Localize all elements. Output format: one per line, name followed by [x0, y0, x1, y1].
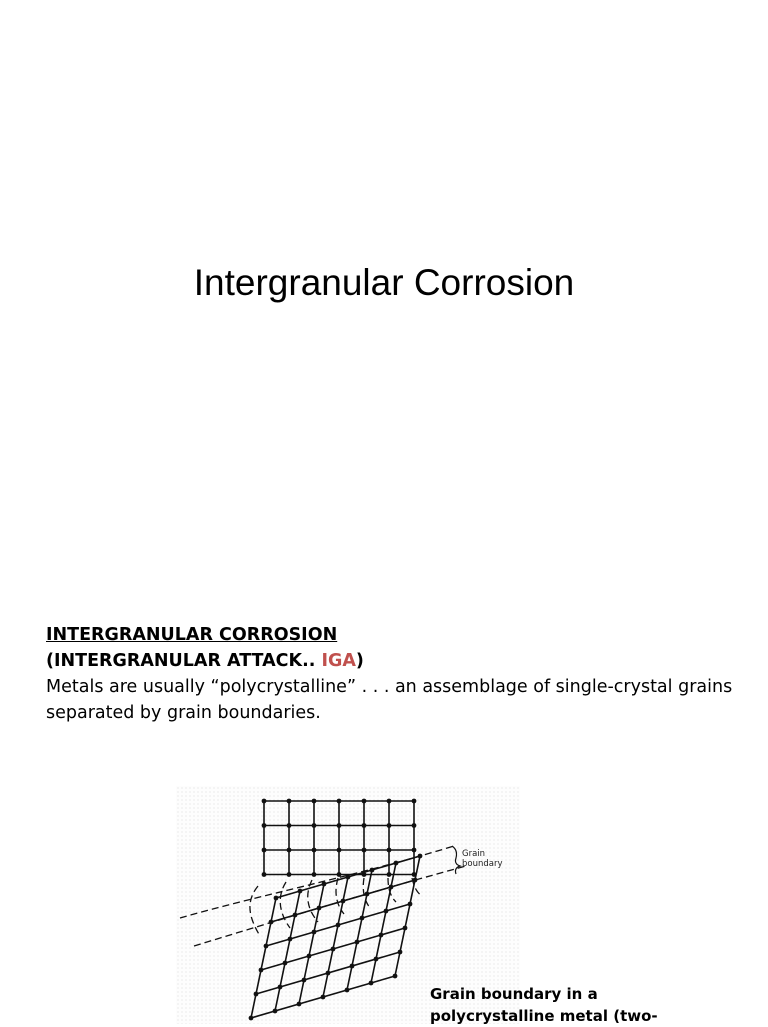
body-paragraph: Metals are usually “polycrystalline” . . . an assemblage of single-crystal grains separated by grain boundaries.: [46, 677, 733, 723]
lower-grain-atom: [278, 985, 283, 990]
boundary-lines: [180, 846, 466, 946]
lower-grain-atom: [259, 968, 264, 973]
lower-grain-column-line: [299, 884, 324, 1004]
upper-grain-atom: [337, 799, 342, 804]
lower-grain-atom: [288, 937, 293, 942]
upper-grain-atom: [312, 823, 317, 828]
upper-grain-atom: [412, 848, 417, 853]
section-subheading: [46, 648, 746, 674]
lower-grain-column-line: [371, 863, 396, 983]
lower-grain-column-line: [251, 898, 276, 1018]
upper-grain-atom: [287, 872, 292, 877]
lower-grain-atom: [355, 940, 360, 945]
lower-grain-atom: [312, 930, 317, 935]
figure-caption: Grain boundary in a polycrystalline metal (two-: [430, 985, 658, 1025]
lower-grain-atom: [326, 971, 331, 976]
iga-highlight: IGA: [321, 651, 356, 671]
lower-grain-atom: [302, 978, 307, 983]
upper-grain-atom: [262, 823, 267, 828]
upper-grain-lattice: [262, 799, 417, 877]
upper-grain-atom: [387, 799, 392, 804]
boundary-dashed-lower: [194, 866, 466, 946]
boundary-curve-4: [336, 878, 344, 914]
upper-grain-atom: [387, 872, 392, 877]
boundary-curve-2: [280, 882, 290, 928]
lower-grain-atom: [360, 916, 365, 921]
upper-grain-atom: [362, 848, 367, 853]
upper-grain-atom: [412, 823, 417, 828]
lower-grain-atom: [403, 926, 408, 931]
upper-grain-atom: [362, 823, 367, 828]
lower-grain-atom: [384, 909, 389, 914]
upper-grain-atom: [312, 872, 317, 877]
upper-grain-atom: [337, 848, 342, 853]
lower-grain-atom: [369, 981, 374, 986]
lower-grain-atom: [322, 882, 327, 887]
upper-grain-atom: [312, 799, 317, 804]
lower-grain-atom: [274, 896, 279, 901]
upper-grain-atom: [287, 848, 292, 853]
lower-grain-atom: [297, 1002, 302, 1007]
upper-grain-atom: [387, 823, 392, 828]
upper-grain-atom: [362, 799, 367, 804]
lower-grain-column-line: [275, 891, 300, 1011]
lower-grain-atom: [374, 957, 379, 962]
content-block: [46, 622, 746, 726]
upper-grain-atom: [387, 848, 392, 853]
upper-grain-atom: [262, 799, 267, 804]
upper-grain-atom: [262, 848, 267, 853]
lower-grain-atom: [273, 1009, 278, 1014]
upper-grain-atom: [287, 799, 292, 804]
lower-grain-atom: [283, 961, 288, 966]
lower-grain-atom: [264, 944, 269, 949]
lower-grain-atom: [350, 964, 355, 969]
upper-grain-atom: [412, 799, 417, 804]
upper-grain-atom: [262, 872, 267, 877]
lower-grain-atom: [408, 902, 413, 907]
slide-title: Intergranular Corrosion: [193, 262, 575, 303]
lower-grain-column-line: [347, 870, 372, 990]
lower-grain-atom: [298, 889, 303, 894]
grain-label-line1: Grain: [462, 849, 486, 859]
lower-grain-atom: [254, 992, 259, 997]
lower-grain-atom: [393, 974, 398, 979]
subheading-prefix: (INTERGRANULAR ATTACK..: [46, 651, 322, 671]
lower-grain-atom: [336, 923, 341, 928]
upper-grain-atom: [287, 823, 292, 828]
lower-grain-atom: [321, 995, 326, 1000]
lower-grain-atom: [331, 947, 336, 952]
lower-grain-atom: [379, 933, 384, 938]
upper-grain-atom: [312, 848, 317, 853]
section-heading: INTERGRANULAR CORROSION: [46, 625, 338, 645]
lower-grain-atom: [398, 950, 403, 955]
grain-label-line2: boundary: [462, 859, 503, 869]
lower-grain-atom: [345, 988, 350, 993]
lower-grain-atom: [307, 954, 312, 959]
subheading-suffix: ): [355, 651, 364, 671]
lower-grain-atom: [249, 1016, 254, 1021]
upper-grain-atom: [337, 872, 342, 877]
lower-grain-column-line: [323, 877, 348, 997]
upper-grain-atom: [337, 823, 342, 828]
